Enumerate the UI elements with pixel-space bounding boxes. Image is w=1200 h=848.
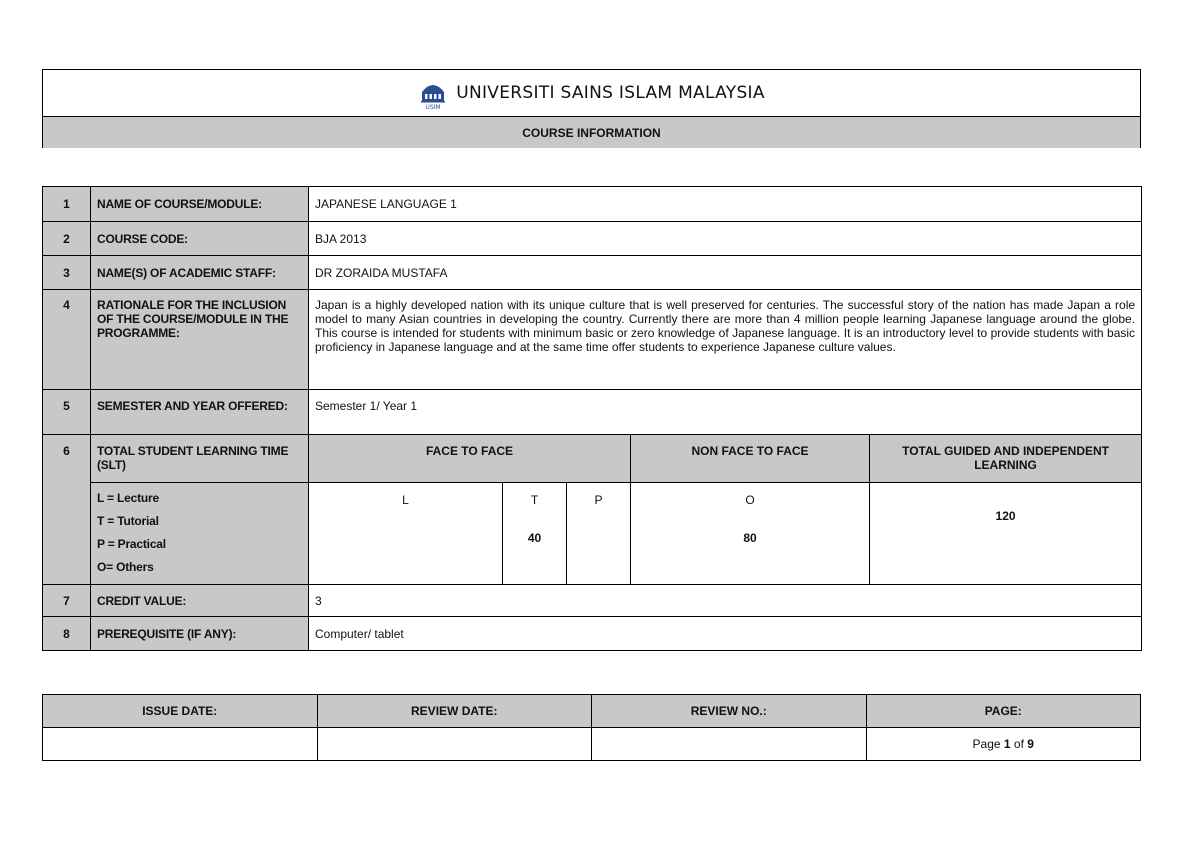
tutorial-cell [503,483,567,585]
review-no-value [592,728,867,761]
issue-date-label: ISSUE DATE: [43,695,318,728]
row-number: 8 [43,617,91,651]
practical-col-label: P [594,493,603,507]
row-label: RATIONALE FOR THE INCLUSION OF THE COURSE/MODULE IN THE PROGRAMME: [91,290,309,390]
course-name-value: JAPANESE LANGUAGE 1 [309,187,1142,222]
page-of: of [1010,737,1028,751]
slt-legend [91,483,309,585]
lecture-cell [309,483,503,585]
review-no-label: REVIEW NO.: [592,695,867,728]
total-guided-header: TOTAL GUIDED AND INDEPENDENT LEARNING [870,435,1142,483]
course-info-table [42,186,1142,651]
page-current: 1 [1003,737,1011,751]
tutorial-col-label: T [530,493,539,507]
prerequisite-value: Computer/ tablet [309,617,1142,651]
academic-staff-value: DR ZORAIDA MUSTAFA [309,256,1142,290]
row-label: COURSE CODE: [91,222,309,256]
table-row [43,390,1142,435]
course-information-title: COURSE INFORMATION [43,117,1140,148]
legend-others: O= Others [97,560,154,574]
total-guided-hours: 120 [995,509,1016,523]
legend-practical: P = Practical [97,537,166,551]
others-col-label: O [745,493,755,507]
slt-values-row [43,483,1142,585]
total-guided-cell [870,483,1142,585]
row-label: NAME(S) OF ACADEMIC STAFF: [91,256,309,290]
review-date-label: REVIEW DATE: [317,695,592,728]
row-number: 4 [43,290,91,390]
footer-values-row [43,728,1141,761]
rationale-value: Japan is a highly developed nation with its unique culture that is well preserved for centuries. The successful story of the nation has made Japan a role model to many Asian countries in developing the country. Currently there are more than 4 million people learning Japanese language around the globe. This course is intended for students with minimum basic or zero knowledge of Japanese language. It is an introductory level to provide students with basic proficiency in Japanese language and at the same time offer students to experience Japanese culture values. [309,290,1142,390]
document-header [42,69,1141,148]
table-row [43,617,1142,651]
table-row [43,187,1142,222]
tutorial-hours: 40 [527,531,542,545]
slt-label: TOTAL STUDENT LEARNING TIME (SLT) [91,435,309,483]
face-to-face-header: FACE TO FACE [309,435,631,483]
legend-lecture: L = Lecture [97,491,159,505]
others-hours: 80 [743,531,757,545]
page-label: PAGE: [866,695,1141,728]
course-code-value: BJA 2013 [309,222,1142,256]
footer-header-row [43,695,1141,728]
row-label: NAME OF COURSE/MODULE: [91,187,309,222]
legend-tutorial: T = Tutorial [97,514,159,528]
row-number: 3 [43,256,91,290]
table-row [43,290,1142,390]
row-number: 6 [43,435,91,585]
university-name: UNIVERSITI SAINS ISLAM MALAYSIA [456,83,765,103]
page-total: 9 [1027,737,1034,751]
svg-text:USIM: USIM [425,104,441,110]
table-row [43,222,1142,256]
practical-cell [567,483,631,585]
non-face-to-face-header: NON FACE TO FACE [631,435,870,483]
lecture-col-label: L [402,493,409,507]
row-number: 5 [43,390,91,435]
slt-header-row [43,435,1142,483]
usim-logo-icon [418,76,448,110]
row-label: CREDIT VALUE: [91,585,309,617]
issue-date-value [43,728,318,761]
semester-value: Semester 1/ Year 1 [309,390,1142,435]
university-banner [43,70,1140,117]
row-number: 1 [43,187,91,222]
others-cell [631,483,870,585]
page-prefix: Page [972,737,1004,751]
document-footer-table [42,694,1141,761]
credit-value: 3 [309,585,1142,617]
row-label: PREREQUISITE (IF ANY): [91,617,309,651]
row-number: 7 [43,585,91,617]
page-number [866,728,1141,761]
table-row [43,585,1142,617]
row-label: SEMESTER AND YEAR OFFERED: [91,390,309,435]
row-number: 2 [43,222,91,256]
table-row [43,256,1142,290]
review-date-value [317,728,592,761]
